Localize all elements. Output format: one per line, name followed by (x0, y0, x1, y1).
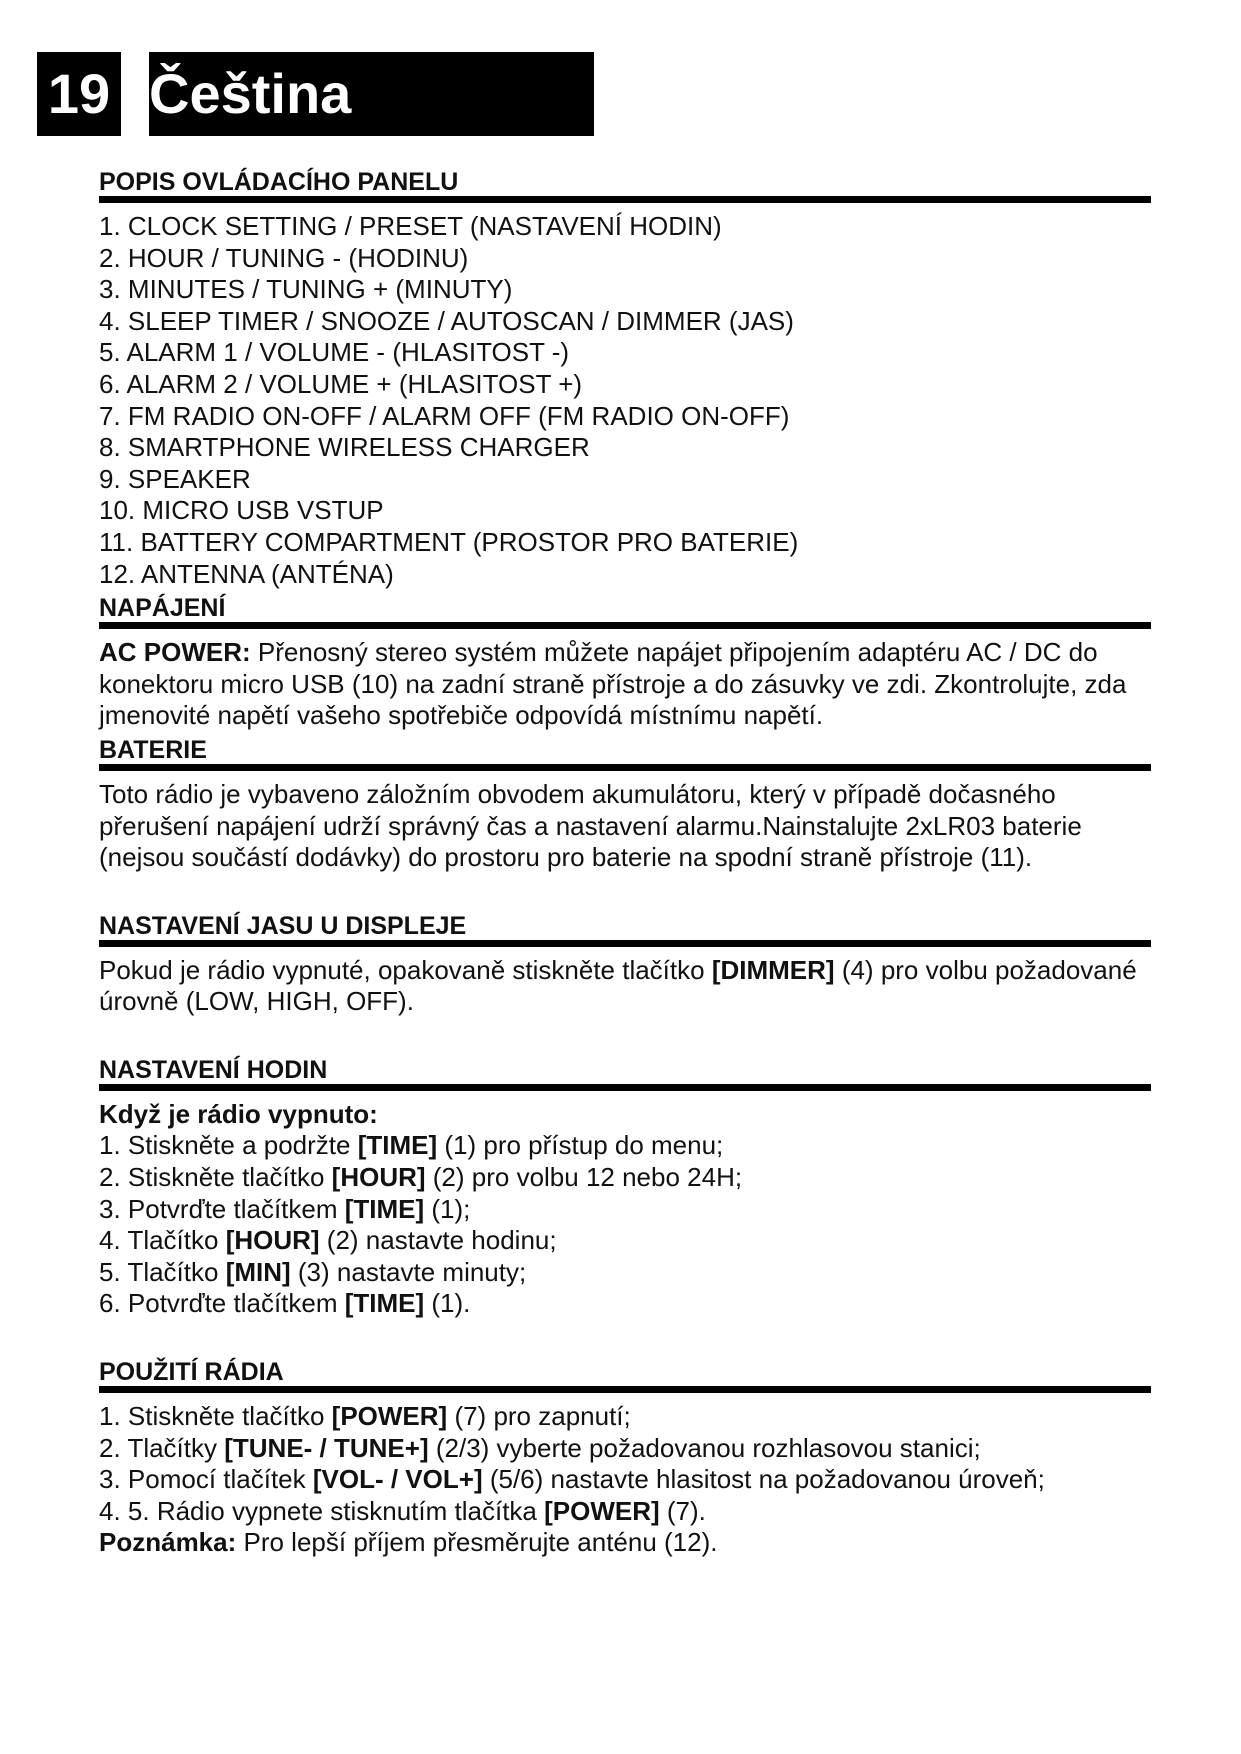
radio-steps (99, 1401, 1151, 1527)
list-item: 2. HOUR / TUNING - (HODINU) (99, 242, 469, 273)
brightness-paragraph (99, 955, 1151, 1018)
power-paragraph (99, 637, 1151, 732)
note-label: Poznámka: (99, 1527, 237, 1558)
page-number: 19 (37, 52, 121, 136)
list-item: 5. ALARM 1 / VOLUME - (HLASITOST -) (99, 337, 570, 368)
list-item: 4. SLEEP TIMER / SNOOZE / AUTOSCAN / DIMMER (JAS) (99, 305, 794, 336)
battery-paragraph: Toto rádio je vybaveno záložním obvodem akumulátoru, který v případě dočasného přerušení napájení udrží správný čas a nastavení alarmu.Nainstalujte 2xLR03 baterie (nejsou součástí dodávky) do prostoru pro baterie na spodní straně přístroje (11). (99, 778, 1082, 873)
list-item: 12. ANTENNA (ANTÉNA) (99, 558, 394, 589)
note-paragraph (99, 1527, 1151, 1559)
page-title: Čeština (149, 52, 594, 136)
section-heading-controls: POPIS OVLÁDACÍHO PANELU (99, 168, 1151, 203)
brightness-text-post: (4) pro volbu požadované úrovně (LOW, HIGH, OFF). (99, 954, 1137, 1017)
list-item: 3. Potvrďte tlačítkem [TIME] (1); (99, 1193, 471, 1224)
list-item: 9. SPEAKER (99, 463, 251, 494)
section-heading-radio: POUŽITÍ RÁDIA (99, 1358, 1151, 1393)
list-item: 1. CLOCK SETTING / PRESET (NASTAVENÍ HODIN) (99, 211, 722, 241)
section-heading-clock: NASTAVENÍ HODIN (99, 1056, 1151, 1091)
list-item: 6. Potvrďte tlačítkem [TIME] (1). (99, 1288, 471, 1319)
list-item: 5. Tlačítko [MIN] (3) nastavte minuty; (99, 1256, 527, 1287)
section-heading-battery: BATERIE (99, 736, 1151, 771)
clock-steps (99, 1130, 1151, 1320)
list-item: 8. SMARTPHONE WIRELESS CHARGER (99, 432, 590, 463)
list-item: 1. Stiskněte a podržte [TIME] (1) pro přístup do menu; (99, 1130, 724, 1161)
list-item: 11. BATTERY COMPARTMENT (PROSTOR PRO BATERIE) (99, 526, 799, 557)
section-heading-brightness: NASTAVENÍ JASU U DISPLEJE (99, 912, 1151, 947)
note-text: Pro lepší příjem přesměrujte anténu (12). (236, 1527, 718, 1558)
power-text: Přenosný stereo systém můžete napájet připojením adaptéru AC / DC do konektoru micro USB (10) na zadní straně přístroje a do zásuvky ve zdi. Zkontrolujte, zda jmenovité napětí vašeho spotřebiče odpovídá místnímu napětí. (99, 637, 1127, 731)
document-body (99, 168, 1151, 1559)
list-item: 6. ALARM 2 / VOLUME + (HLASITOST +) (99, 368, 583, 399)
controls-list (99, 211, 1151, 590)
list-item: 1. Stiskněte tlačítko [POWER] (7) pro zapnutí; (99, 1401, 631, 1432)
power-label: AC POWER: (99, 637, 251, 668)
list-item: 7. FM RADIO ON-OFF / ALARM OFF (FM RADIO ON-OFF) (99, 400, 790, 431)
clock-subheading: Když je rádio vypnuto: (99, 1098, 378, 1129)
list-item: 2. Stiskněte tlačítko [HOUR] (2) pro volbu 12 nebo 24H; (99, 1162, 743, 1193)
brightness-text: Pokud je rádio vypnuté, opakovaně stiskněte tlačítko (99, 954, 712, 985)
list-item: 3. MINUTES / TUNING + (MINUTY) (99, 274, 513, 305)
list-item: 3. Pomocí tlačítek [VOL- / VOL+] (5/6) nastavte hlasitost na požadovanou úroveň; (99, 1464, 1045, 1495)
section-heading-power: NAPÁJENÍ (99, 594, 1151, 629)
list-item: 2. Tlačítky [TUNE- / TUNE+] (2/3) vyberte požadovanou rozhlasovou stanici; (99, 1432, 981, 1463)
list-item: 4. 5. Rádio vypnete stisknutím tlačítka [POWER] (7). (99, 1495, 706, 1526)
list-item: 4. Tlačítko [HOUR] (2) nastavte hodinu; (99, 1225, 557, 1256)
list-item: 10. MICRO USB VSTUP (99, 495, 384, 526)
dimmer-key-label: [DIMMER] (711, 954, 835, 985)
